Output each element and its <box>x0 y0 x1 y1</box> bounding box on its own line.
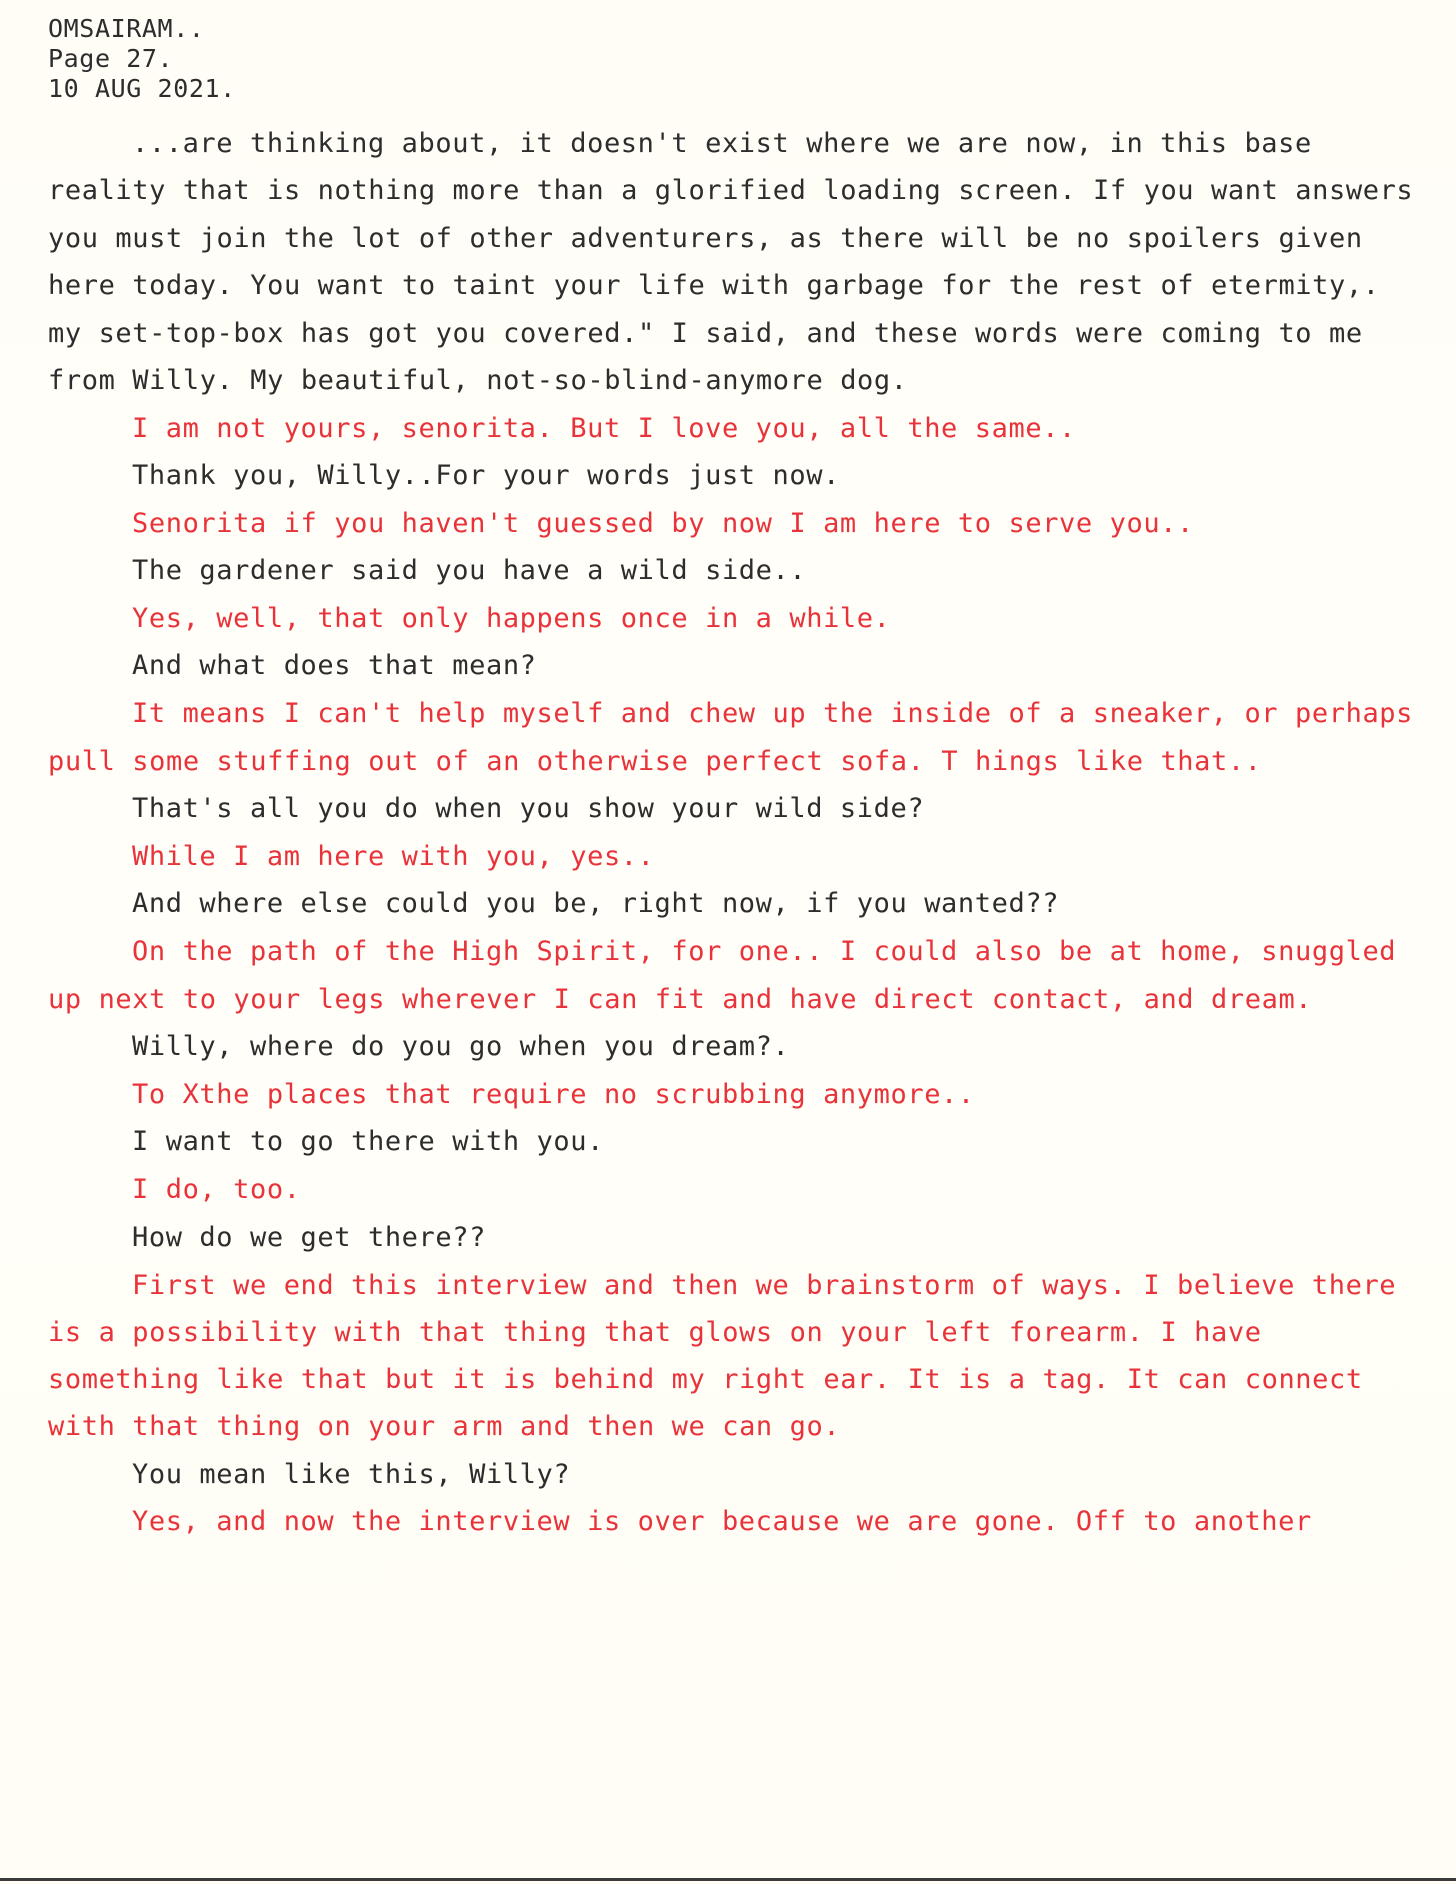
dialogue-line-willy: with that thing on your arm and then we can go. <box>48 1411 841 1442</box>
text-line: from Willy. My beautiful, not-so-blind-anymore dog. <box>48 365 908 396</box>
dialogue-line-narrator: I want to go there with you. <box>132 1126 604 1157</box>
dialogue-line-willy: While I am here with you, yes.. <box>132 841 655 872</box>
dialogue-line-narrator: You mean like this, Willy? <box>132 1459 571 1490</box>
text-line: you must join the lot of other adventurers, as there will be no spoilers given <box>48 223 1363 254</box>
dialogue-line-willy: I do, too. <box>132 1174 301 1205</box>
dialogue-line-willy: something like that but it is behind my right ear. It is a tag. It can connect <box>48 1364 1363 1395</box>
header-date: 10 AUG 2021. <box>48 74 236 103</box>
dialogue-line-willy: up next to your legs wherever I can fit and have direct contact, and dream. <box>48 984 1313 1015</box>
header-title: OMSAIRAM.. <box>48 14 205 43</box>
dialogue-line-narrator: How do we get there?? <box>132 1222 486 1253</box>
dialogue-line-narrator: And what does that mean? <box>132 650 537 681</box>
dialogue-line-willy: I am not yours, senorita. But I love you, all the same.. <box>132 413 1076 444</box>
dialogue-line-narrator: Willy, where do you go when you dream?. <box>132 1031 790 1062</box>
dialogue-line-narrator: The gardener said you have a wild side.. <box>132 555 807 586</box>
dialogue-line-willy: To Xthe places that require no scrubbing anymore.. <box>132 1079 975 1110</box>
header-page-number: Page 27. <box>48 44 174 73</box>
dialogue-line-willy: On the path of the High Spirit, for one.. I could also be at home, snuggled <box>132 936 1397 967</box>
page-edge-divider <box>0 1878 1456 1881</box>
text-line: here today. You want to taint your life with garbage for the rest of etermity,. <box>48 270 1380 301</box>
text-line: my set-top-box has got you covered." I said, and these words were coming to me <box>48 318 1363 349</box>
dialogue-line-willy: Yes, and now the interview is over because we are gone. Off to another <box>132 1506 1312 1537</box>
dialogue-line-willy: pull some stuffing out of an otherwise perfect sofa. T hings like that.. <box>48 746 1262 777</box>
dialogue-line-willy: Yes, well, that only happens once in a while. <box>132 603 891 634</box>
dialogue-line-narrator: That's all you do when you show your wild side? <box>132 793 925 824</box>
dialogue-line-willy: It means I can't help myself and chew up the inside of a sneaker, or perhaps <box>132 698 1414 729</box>
dialogue-line-narrator: Thank you, Willy..For your words just now. <box>132 460 840 491</box>
dialogue-line-willy: Senorita if you haven't guessed by now I am here to serve you.. <box>132 508 1194 539</box>
text-line: reality that is nothing more than a glorified loading screen. If you want answers <box>48 175 1414 206</box>
dialogue-line-narrator: And where else could you be, right now, if you wanted?? <box>132 888 1060 919</box>
dialogue-line-willy: First we end this interview and then we brainstorm of ways. I believe there <box>132 1270 1397 1301</box>
dialogue-line-willy: is a possibility with that thing that glows on your left forearm. I have <box>48 1317 1262 1348</box>
text-line: ...are thinking about, it doesn't exist where we are now, in this base <box>132 128 1312 159</box>
